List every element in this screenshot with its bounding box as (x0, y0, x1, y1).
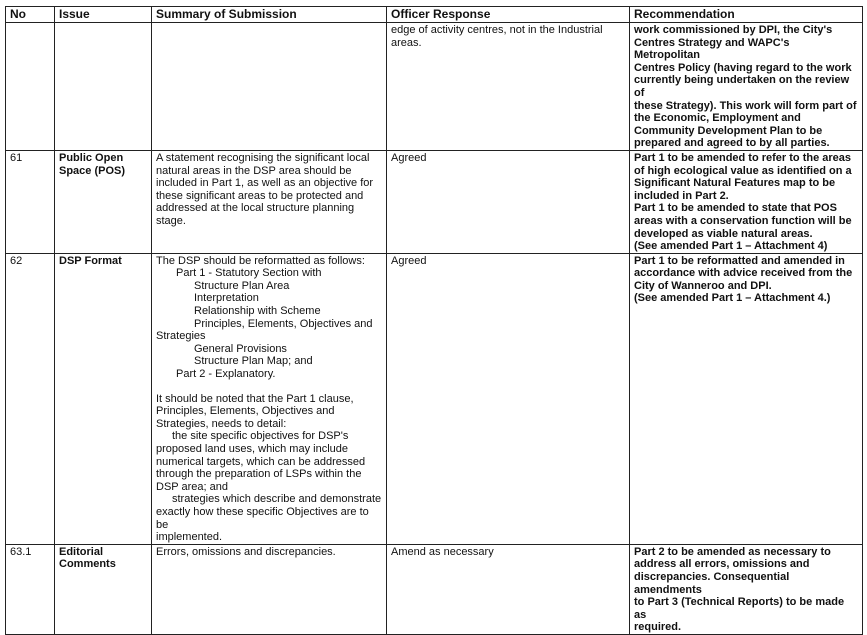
recommendation-line: Part 2 to be amended as necessary to (634, 545, 831, 558)
table-row (6, 23, 863, 151)
header-recommendation: Recommendation (630, 7, 863, 23)
recommendation-line: Part 1 to be reformatted and amended in (634, 254, 845, 267)
row-summary (152, 150, 387, 253)
issue-line: Comments (59, 558, 116, 571)
header-summary: Summary of Submission (152, 7, 387, 23)
row-no: 63.1 (6, 544, 55, 634)
recommendation-line: Significant Natural Features map to be (634, 177, 836, 190)
row-recommendation (630, 253, 863, 544)
summary-item: Principles, Elements, Objectives and (194, 317, 373, 330)
summary-strategies: Strategies (156, 330, 206, 343)
table-row (6, 253, 863, 544)
recommendation-line: discrepancies. Consequential amendments (634, 570, 790, 596)
summary-item: Interpretation (194, 292, 259, 305)
issue-line: Editorial (59, 545, 104, 558)
summary-line: natural areas in the DSP area should be (156, 164, 352, 177)
table-row (6, 150, 863, 253)
summary-item: Structure Plan Map; and (194, 355, 313, 368)
recommendation-line: address all errors, omissions and (634, 558, 810, 571)
summary-item: General Provisions (194, 342, 287, 355)
summary-spacer (156, 381, 382, 393)
row-no (6, 23, 55, 151)
summary-detail-line: the site specific objectives for DSP's (172, 430, 349, 443)
header-response: Officer Response (387, 7, 630, 23)
row-response: Amend as necessary (387, 544, 630, 634)
row-recommendation (630, 23, 863, 151)
recommendation-line: accordance with advice received from the (634, 267, 853, 280)
summary-line: stage. (156, 214, 186, 227)
header-issue: Issue (55, 7, 152, 23)
row-summary (152, 253, 387, 544)
row-response (387, 23, 630, 151)
row-no: 61 (6, 150, 55, 253)
summary-note-line: Strategies, needs to detail: (156, 417, 287, 430)
row-issue (55, 23, 152, 151)
recommendation-line: (See amended Part 1 – Attachment 4) (634, 240, 828, 253)
recommendation-line: these Strategy). This work will form part of (634, 99, 857, 112)
summary-detail-line: implemented. (156, 531, 223, 544)
row-issue: DSP Format (55, 253, 152, 544)
recommendation-line: Part 1 to be amended to state that POS (634, 202, 837, 215)
row-recommendation (630, 150, 863, 253)
summary-note-line: It should be noted that the Part 1 clause, (156, 392, 354, 405)
summary-item: Relationship with Scheme (194, 305, 321, 318)
summary-detail-line: DSP area; and (156, 480, 228, 493)
recommendation-line: developed as viable natural areas. (634, 227, 813, 240)
recommendation-line: City of Wanneroo and DPI. (634, 279, 772, 292)
row-response: Agreed (387, 150, 630, 253)
summary-part2: Part 2 - Explanatory. (176, 368, 276, 381)
row-no: 62 (6, 253, 55, 544)
recommendation-line: prepared and agreed to by all parties. (634, 137, 830, 150)
row-summary: Errors, omissions and discrepancies. (152, 544, 387, 634)
table-row (6, 544, 863, 634)
recommendation-line: Centres Strategy and WAPC's Metropolitan (634, 36, 790, 62)
row-issue (55, 544, 152, 634)
row-summary (152, 23, 387, 151)
recommendation-line: the Economic, Employment and (634, 112, 801, 125)
recommendation-line: of high ecological value as identified on a (634, 164, 852, 177)
summary-line: A statement recognising the significant local (156, 151, 370, 164)
summary-item: Structure Plan Area (194, 279, 290, 292)
recommendation-line: Centres Policy (having regard to the work (634, 61, 852, 74)
summary-detail-line: proposed land uses, which may include (156, 443, 349, 455)
recommendation-line: Community Development Plan to be (634, 124, 823, 137)
header-no: No (6, 7, 55, 23)
recommendation-line: work commissioned by DPI, the City's (634, 24, 833, 36)
recommendation-line: Part 1 to be amended to refer to the areas (634, 151, 852, 164)
recommendation-line: currently being undertaken on the review of (634, 74, 850, 99)
issue-line: Public Open (59, 151, 124, 164)
summary-line: these significant areas to be protected and (156, 189, 364, 202)
response-line: edge of activity centres, not in the Industrial (391, 24, 603, 36)
summary-line: addressed at the local structure planning (156, 202, 355, 215)
recommendation-line: required. (634, 621, 682, 634)
issue-line: Space (POS) (59, 164, 126, 177)
recommendation-line: (See amended Part 1 – Attachment 4.) (634, 292, 831, 305)
row-issue (55, 150, 152, 253)
summary-detail-line: through the preparation of LSPs within the (156, 468, 362, 481)
row-response: Agreed (387, 253, 630, 544)
row-recommendation (630, 544, 863, 634)
recommendation-line: included in Part 2. (634, 189, 729, 202)
summary-intro: The DSP should be reformatted as follows: (156, 254, 365, 267)
summary-line: included in Part 1, as well as an objective for (156, 177, 374, 190)
submissions-table (5, 6, 863, 635)
summary-detail-line: strategies which describe and demonstrate (172, 493, 382, 506)
header-row (6, 7, 863, 23)
recommendation-line: areas with a conservation function will be (634, 214, 852, 227)
summary-detail-line: numerical targets, which can be addressed (156, 455, 366, 468)
response-line: areas. (391, 36, 422, 49)
summary-note-line: Principles, Elements, Objectives and (156, 405, 335, 418)
recommendation-line: to Part 3 (Technical Reports) to be made as (634, 596, 845, 621)
summary-detail-line: exactly how these specific Objectives are to be (156, 505, 369, 531)
summary-part1: Part 1 - Statutory Section with (176, 267, 322, 280)
